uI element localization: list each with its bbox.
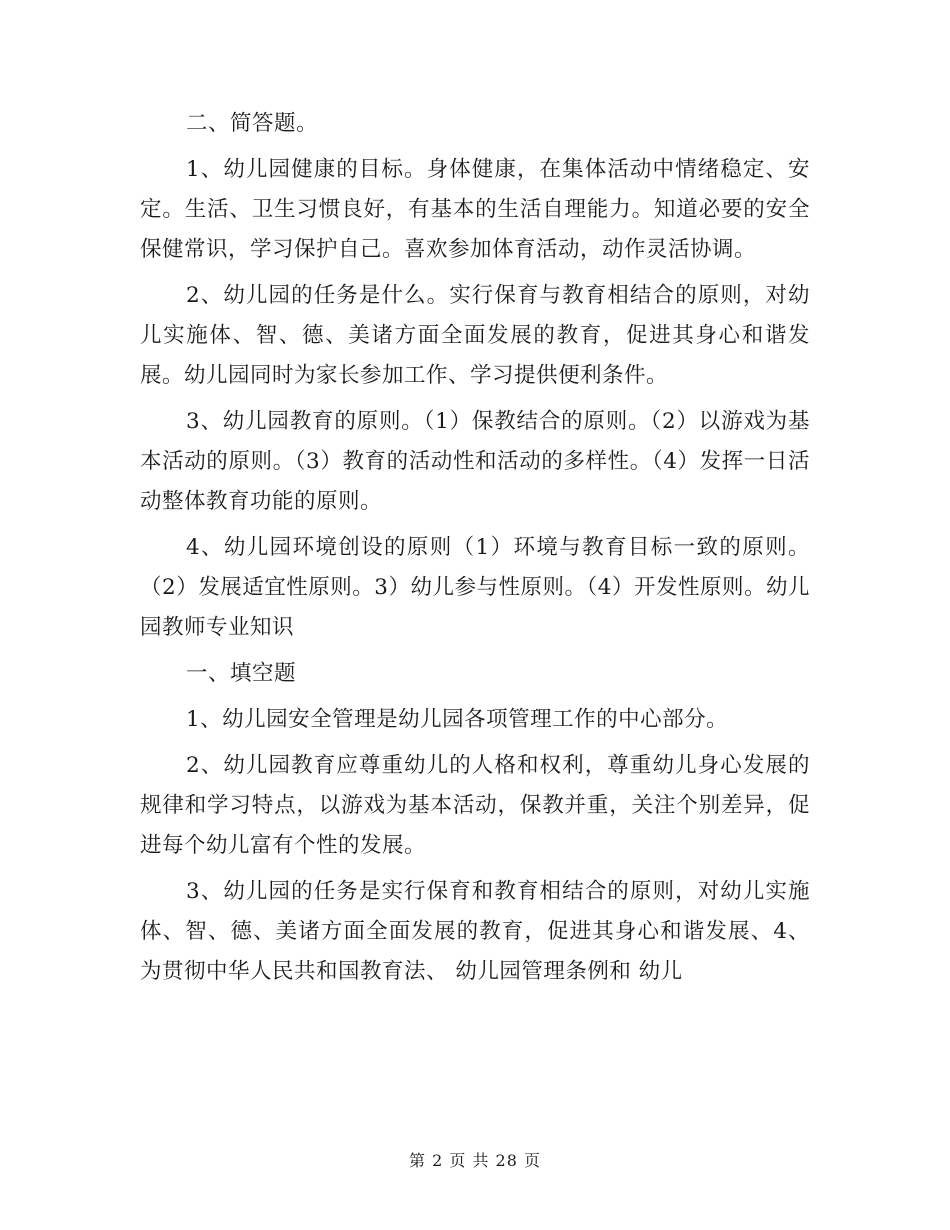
paragraph-respect-children: 2、幼儿园教育应尊重幼儿的人格和权利，尊重幼儿身心发展的规律和学习特点，以游戏为基本活动，保教并重，关注个别差异，促进每个幼儿富有个性的发展。 xyxy=(140,753,810,858)
page-number-footer: 第 2 页 共 28 页 xyxy=(409,1151,541,1170)
section-heading-short-answer: 二、简答题。 xyxy=(186,111,319,136)
section-heading-fill-in-blank: 一、填空题 xyxy=(186,661,297,686)
document-body xyxy=(140,104,810,992)
paragraph-education-principles: 3、幼儿园教育的原则。（1）保教结合的原则。（2）以游戏为基本活动的原则。（3）教育的活动性和活动的多样性。（4）发挥一日活动整体教育功能的原则。 xyxy=(140,409,810,514)
paragraph-task-and-law: 3、幼儿园的任务是实行保育和教育相结合的原则，对幼儿实施体、智、德、美诸方面全面发展的教育，促进其身心和谐发展、4、为贯彻中华人民共和国教育法、 幼儿园管理条例和 幼儿 xyxy=(140,879,810,984)
paragraph-safety-management: 1、幼儿园安全管理是幼儿园各项管理工作的中心部分。 xyxy=(186,707,729,732)
paragraph-environment-principles: 4、幼儿园环境创设的原则（1）环境与教育目标一致的原则。（2）发展适宜性原则。3）幼儿参与性原则。（4）开发性原则。幼儿园教师专业知识 xyxy=(140,535,810,640)
paragraph-kindergarten-tasks: 2、幼儿园的任务是什么。实行保育与教育相结合的原则，对幼儿实施体、智、德、美诸方面全面发展的教育，促进其身心和谐发展。幼儿园同时为家长参加工作、学习提供便利条件。 xyxy=(140,283,810,388)
paragraph-health-goals: 1、幼儿园健康的目标。身体健康，在集体活动中情绪稳定、安定。生活、卫生习惯良好，有基本的生活自理能力。知道必要的安全保健常识，学习保护自己。喜欢参加体育活动，动作灵活协调。 xyxy=(140,157,810,262)
